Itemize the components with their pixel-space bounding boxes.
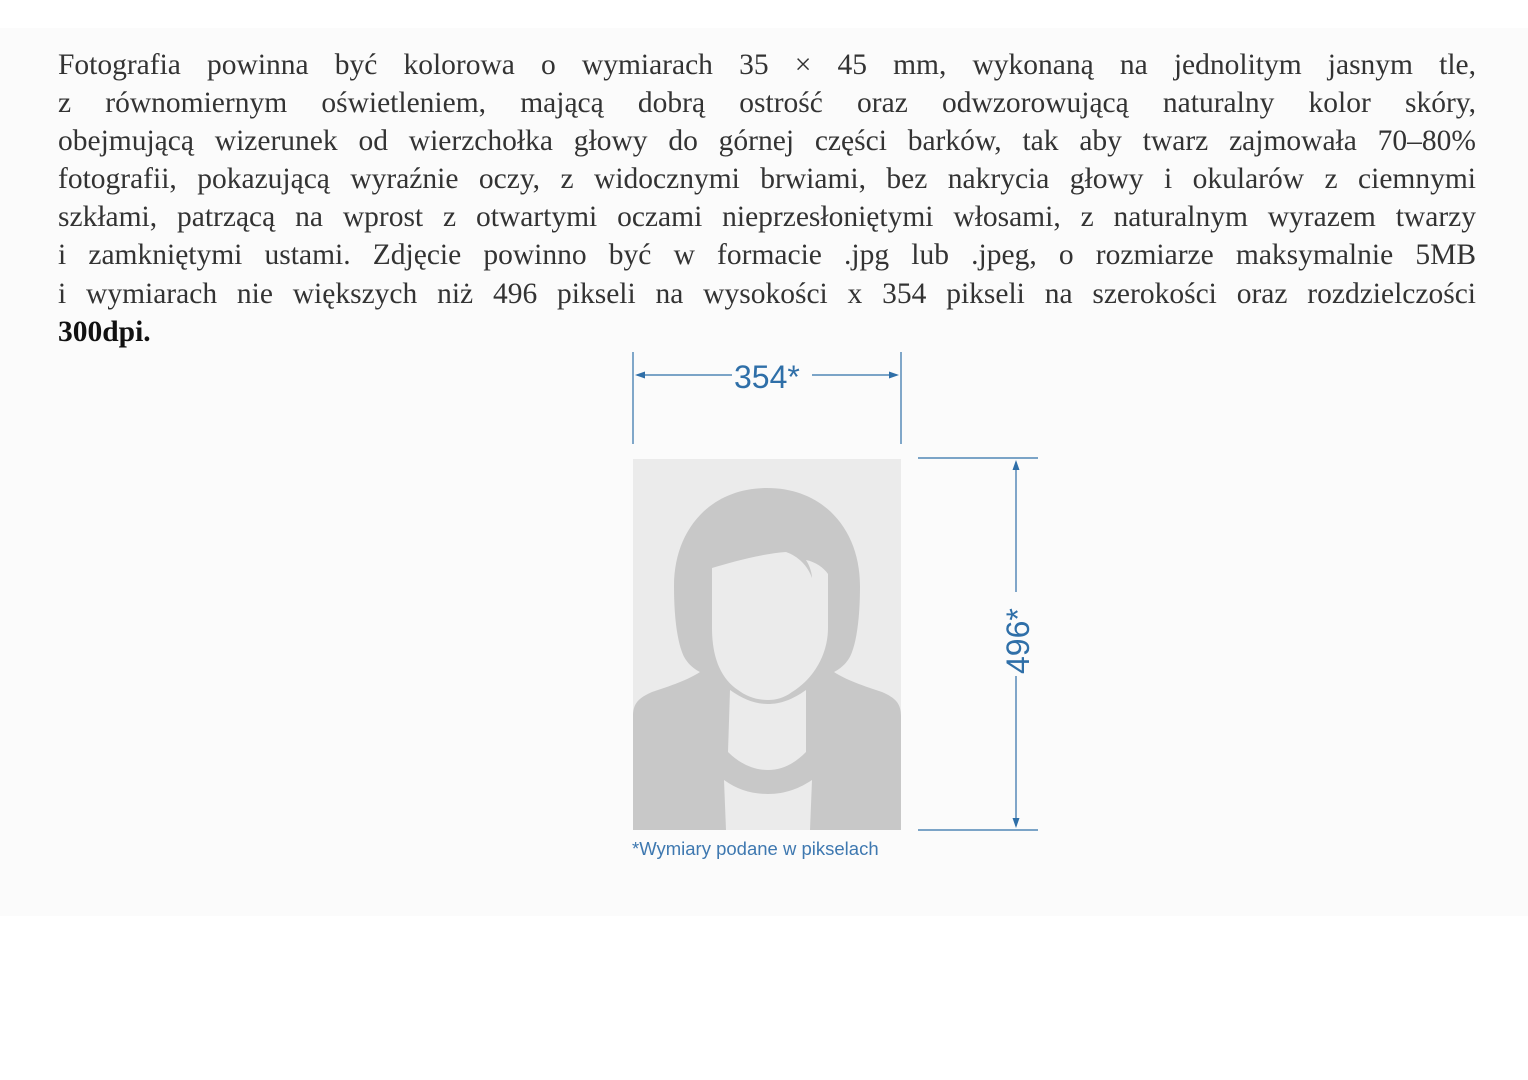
paragraph-line-resolution: 300dpi. [58, 315, 151, 348]
paragraph-line: szkłami, patrzącą na wprost z otwartymi oczami nieprzesłoniętymi włosami, z naturalnym wyrazem twarzy [58, 201, 1476, 234]
paragraph-line: obejmującą wizerunek od wierzchołka głowy do górnej części barków, tak aby twarz zajmowała 70–80% [58, 125, 1476, 158]
arrow-up-icon [1013, 460, 1020, 470]
height-label: 496* [1000, 608, 1036, 674]
arrow-down-icon [1013, 818, 1020, 828]
arrow-right-icon [889, 372, 899, 379]
paragraph-line: Fotografia powinna być kolorowa o wymiarach 35 × 45 mm, wykonaną na jednolitym jasnym tle, [58, 49, 1476, 81]
figure-caption: *Wymiary podane w pikselach [632, 838, 879, 859]
paragraph-line: fotografii, pokazującą wyraźnie oczy, z widocznymi brwiami, bez nakrycia głowy i okularów z ciemnymi [58, 163, 1476, 196]
photo-frame [633, 459, 901, 830]
paragraph-line: i wymiarach nie większych niż 496 pikseli na wysokości x 354 pikseli na szerokości oraz rozdzielczości [58, 277, 1476, 310]
paragraph-line: i zamkniętymi ustami. Zdjęcie powinno być w formacie .jpg lub .jpeg, o rozmiarze maksymalnie 5MB [58, 239, 1476, 272]
arrow-left-icon [635, 372, 645, 379]
paragraph-line: z równomiernym oświetleniem, mającą dobrą ostrość oraz odwzorowującą naturalny kolor skóry, [58, 87, 1476, 120]
width-label: 354* [734, 359, 800, 395]
